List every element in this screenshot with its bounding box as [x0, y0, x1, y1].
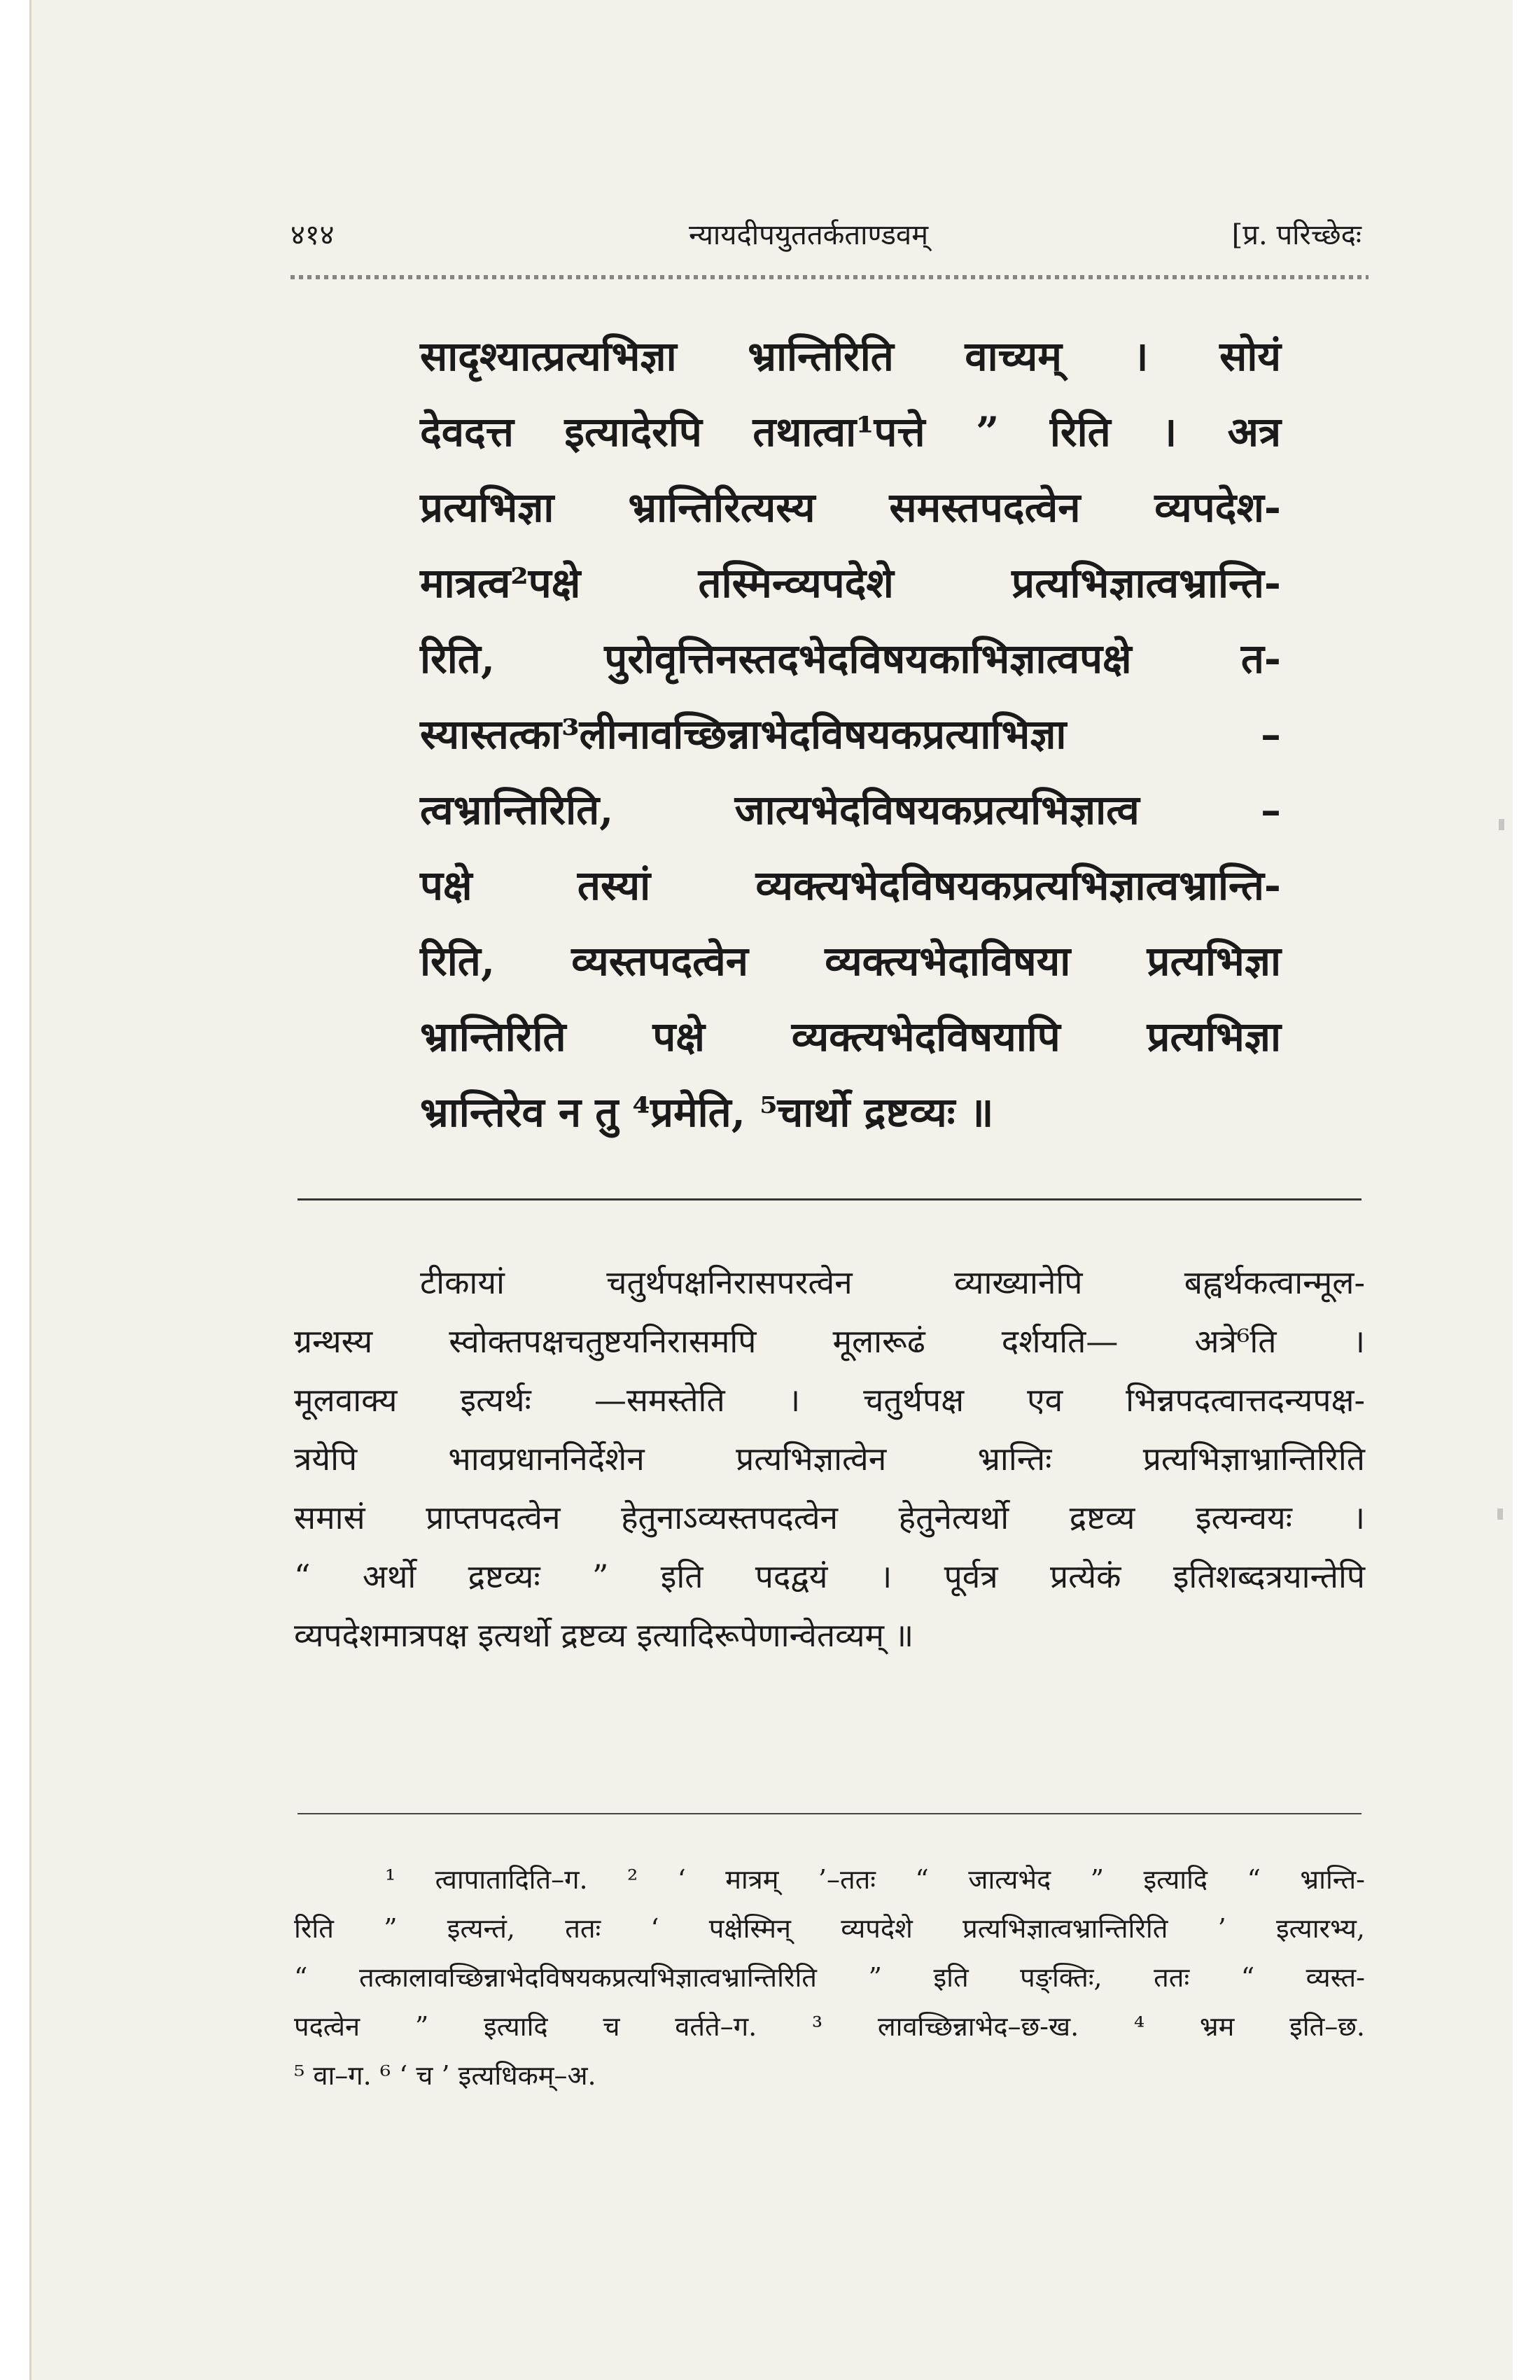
running-header	[255, 210, 1362, 252]
mula-line: प्रत्यभिज्ञा भ्रान्तिरित्यस्य समस्तपदत्वेन व्यपदेश-	[420, 484, 1281, 531]
mula-line: भ्रान्तिरेव न तु ⁴प्रमेति, ⁵चार्थो द्रष्टव्यः ॥	[420, 1088, 994, 1136]
footnote-line: ⁵ वा–ग. ⁶ ‘ च ’ इत्यधिकम्–अ.	[294, 2060, 596, 2091]
tika-line: “ अर्थो द्रष्टव्यः ” इति पदद्वयं । पूर्वत्र प्रत्येकं इतिशब्दत्रयान्तेपि	[294, 1558, 1365, 1595]
footnotes	[294, 1855, 1365, 2100]
footnote-line: पदत्वेन ” इत्यादि च वर्तते–ग. ³ लावच्छिन्नाभेद–छ-ख. ⁴ भ्रम इति–छ.	[294, 2011, 1365, 2042]
section-divider	[298, 1198, 1362, 1200]
footnote-line: रिति ” इत्यन्तं, ततः ‘ पक्षेस्मिन् व्यपदेशे प्रत्यभिज्ञात्वभ्रान्तिरिति ’ इत्यारभ्य,	[294, 1913, 1365, 1944]
footnote-line: ¹ त्वापातादिति–ग. ² ‘ मात्रम् ’–ततः “ जात्यभेद ” इत्यादि “ भ्रान्ति-	[385, 1864, 1365, 1895]
mula-line: स्यास्तत्का³लीनावच्छिन्नाभेदविषयकप्रत्याभिज्ञा –	[420, 710, 1281, 758]
mula-line: सादृश्यात्प्रत्यभिज्ञा भ्रान्तिरिति वाच्यम् । सोयं	[420, 332, 1281, 380]
tika-line: टीकायां चतुर्थपक्षनिरासपरत्वेन व्याख्यानेपि बह्वर्थकत्वान्मूल-	[420, 1264, 1365, 1301]
margin-mark	[1499, 819, 1504, 830]
mula-line: रिति, व्यस्तपदत्वेन व्यक्त्यभेदाविषया प्रत्यभिज्ञा	[420, 937, 1281, 985]
mula-line: पक्षे तस्यां व्यक्त्यभेदविषयकप्रत्यभिज्ञात्वभ्रान्ति-	[420, 862, 1281, 909]
mula-line: भ्रान्तिरिति पक्षे व्यक्त्यभेदविषयापि प्रत्यभिज्ञा	[420, 1013, 1281, 1060]
tika-line: त्रयेपि भावप्रधाननिर्देशेन प्रत्यभिज्ञात्वेन भ्रान्तिः प्रत्यभिज्ञाभ्रान्तिरिति	[294, 1440, 1365, 1478]
footnote-divider	[298, 1813, 1362, 1814]
mula-line: देवदत्त इत्यादेरपि तथात्वा¹पत्ते ” रिति । अत्र	[420, 408, 1281, 456]
page-number: ४१४	[290, 219, 335, 251]
tika-line: समासं प्राप्तपदत्वेन हेतुनाऽव्यस्तपदत्वेन हेतुनेत्यर्थो द्रष्टव्य इत्यन्वयः ।	[294, 1499, 1365, 1536]
chapter-label: [प्र. परिच्छेदः	[1231, 219, 1362, 251]
header-rule	[290, 275, 1368, 279]
tika-line: व्यपदेशमात्रपक्ष इत्यर्थो द्रष्टव्य इत्यादिरूपेणान्वेतव्यम् ॥	[294, 1616, 914, 1654]
mula-line: त्वभ्रान्तिरिति, जात्यभेदविषयकप्रत्यभिज्ञात्व –	[420, 786, 1281, 834]
tika-line: ग्रन्थस्य स्वोक्तपक्षचतुष्टयनिरासमपि मूलारूढं दर्शयति— अत्रे⁶ति ।	[294, 1322, 1365, 1360]
tika-commentary	[294, 1253, 1365, 1665]
mula-line: मात्रत्व²पक्षे तस्मिन्व्यपदेशे प्रत्यभिज्ञात्वभ्रान्ति-	[420, 559, 1281, 607]
book-page	[29, 0, 1513, 2380]
footnote-line: “ तत्कालावच्छिन्नाभेदविषयकप्रत्यभिज्ञात्वभ्रान्तिरिति ” इति पङ्क्तिः, ततः “ व्यस्त-	[294, 1962, 1365, 1993]
margin-mark	[1497, 1508, 1503, 1520]
mula-line: रिति, पुरोवृत्तिनस्तदभेदविषयकाभिज्ञात्वपक्षे त-	[420, 635, 1281, 682]
mula-text	[420, 318, 1281, 1150]
tika-line: मूलवाक्य इत्यर्थः —समस्तेति । चतुर्थपक्ष एव भिन्नपदत्वात्तदन्यपक्ष-	[294, 1381, 1365, 1419]
book-title: न्यायदीपयुततर्कताण्डवम्	[688, 219, 929, 251]
